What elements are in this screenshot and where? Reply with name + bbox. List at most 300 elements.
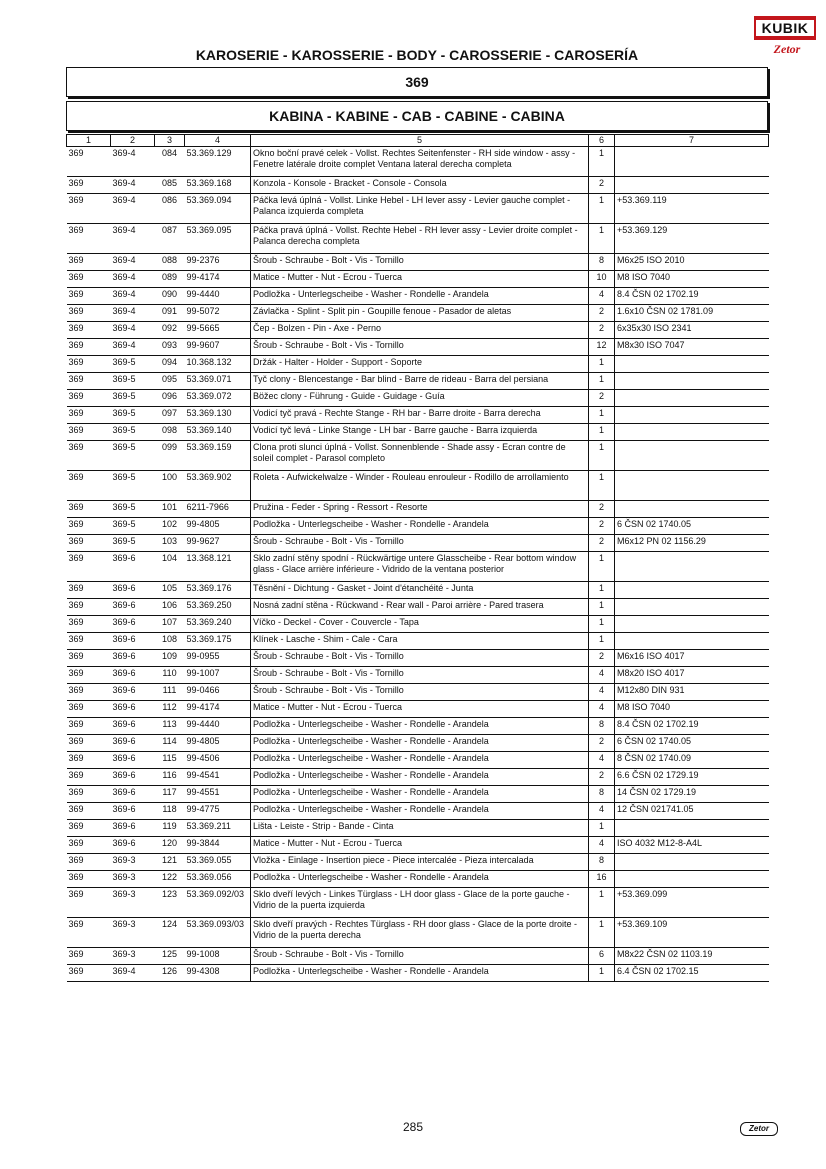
cell-c4: 99-9627 bbox=[185, 535, 251, 552]
cell-c7: M8 ISO 7040 bbox=[615, 701, 769, 718]
cell-c7: M8 ISO 7040 bbox=[615, 271, 769, 288]
table-row bbox=[67, 322, 769, 339]
cell-c4: 53.369.072 bbox=[185, 390, 251, 407]
cell-c4: 99-5665 bbox=[185, 322, 251, 339]
cell-c3: 099 bbox=[155, 441, 185, 471]
table-row bbox=[67, 535, 769, 552]
cell-c2: 369-6 bbox=[111, 684, 155, 701]
cell-c5: Matice - Mutter - Nut - Ecrou - Tuerca bbox=[251, 837, 589, 854]
table-row bbox=[67, 667, 769, 684]
cell-c3: 111 bbox=[155, 684, 185, 701]
cell-c7: M8x30 ISO 7047 bbox=[615, 339, 769, 356]
cell-c5: Tyč clony - Blencestange - Bar blind - Barre de rideau - Barra del persiana bbox=[251, 373, 589, 390]
cell-c6: 1 bbox=[589, 616, 615, 633]
cell-c7: M6x16 ISO 4017 bbox=[615, 650, 769, 667]
cell-c4: 53.369.176 bbox=[185, 582, 251, 599]
table-row bbox=[67, 803, 769, 820]
table-row bbox=[67, 837, 769, 854]
cell-c5: Podložka - Unterlegscheibe - Washer - Rondelle - Arandela bbox=[251, 769, 589, 786]
cell-c5: Šroub - Schraube - Bolt - Vis - Tornillo bbox=[251, 650, 589, 667]
cell-c5: Podložka - Unterlegscheibe - Washer - Rondelle - Arandela bbox=[251, 786, 589, 803]
cell-c4: 99-1007 bbox=[185, 667, 251, 684]
column-header: 5 bbox=[251, 135, 589, 147]
table-row bbox=[67, 633, 769, 650]
cell-c6: 8 bbox=[589, 854, 615, 871]
cell-c3: 122 bbox=[155, 871, 185, 888]
cell-c7: M12x80 DIN 931 bbox=[615, 684, 769, 701]
column-header: 2 bbox=[111, 135, 155, 147]
cell-c7 bbox=[615, 871, 769, 888]
cell-c1: 369 bbox=[67, 854, 111, 871]
cell-c5: Nosná zadní stěna - Rückwand - Rear wall - Paroi arrière - Pared trasera bbox=[251, 599, 589, 616]
cell-c6: 8 bbox=[589, 786, 615, 803]
cell-c6: 12 bbox=[589, 339, 615, 356]
table-row bbox=[67, 271, 769, 288]
cell-c3: 088 bbox=[155, 254, 185, 271]
cell-c2: 369-5 bbox=[111, 501, 155, 518]
cell-c6: 16 bbox=[589, 871, 615, 888]
table-row bbox=[67, 718, 769, 735]
cell-c3: 110 bbox=[155, 667, 185, 684]
cell-c5: Těsnění - Dichtung - Gasket - Joint d'étanchéité - Junta bbox=[251, 582, 589, 599]
cell-c3: 106 bbox=[155, 599, 185, 616]
cell-c5: Konzola - Konsole - Bracket - Console - Consola bbox=[251, 177, 589, 194]
cell-c4: 53.369.056 bbox=[185, 871, 251, 888]
cell-c3: 108 bbox=[155, 633, 185, 650]
table-row bbox=[67, 147, 769, 177]
cell-c4: 99-4440 bbox=[185, 718, 251, 735]
cell-c1: 369 bbox=[67, 918, 111, 948]
cell-c1: 369 bbox=[67, 194, 111, 224]
cell-c7 bbox=[615, 854, 769, 871]
cell-c1: 369 bbox=[67, 424, 111, 441]
table-row bbox=[67, 769, 769, 786]
cell-c3: 089 bbox=[155, 271, 185, 288]
cell-c1: 369 bbox=[67, 288, 111, 305]
cell-c6: 2 bbox=[589, 305, 615, 322]
cell-c4: 53.369.092/03 bbox=[185, 888, 251, 918]
table-row bbox=[67, 650, 769, 667]
subsection-title: KABINA - KABINE - CAB - CABINE - CABINA bbox=[66, 101, 768, 131]
cell-c6: 2 bbox=[589, 501, 615, 518]
cell-c1: 369 bbox=[67, 769, 111, 786]
cell-c5: Okno boční pravé celek - Vollst. Rechtes Seitenfenster - RH side window - assy - Fenetre latérale droite complet Ventana lateral derecha completa bbox=[251, 147, 589, 177]
cell-c6: 1 bbox=[589, 633, 615, 650]
table-row bbox=[67, 254, 769, 271]
cell-c6: 2 bbox=[589, 518, 615, 535]
cell-c5: Podložka - Unterlegscheibe - Washer - Rondelle - Arandela bbox=[251, 871, 589, 888]
cell-c4: 99-4805 bbox=[185, 518, 251, 535]
cell-c3: 096 bbox=[155, 390, 185, 407]
table-row bbox=[67, 854, 769, 871]
cell-c6: 1 bbox=[589, 147, 615, 177]
column-header: 3 bbox=[155, 135, 185, 147]
cell-c6: 1 bbox=[589, 194, 615, 224]
cell-c3: 114 bbox=[155, 735, 185, 752]
cell-c5: Vodicí tyč levá - Linke Stange - LH bar - Barre gauche - Barra izquierda bbox=[251, 424, 589, 441]
cell-c6: 1 bbox=[589, 424, 615, 441]
table-row bbox=[67, 471, 769, 501]
cell-c2: 369-6 bbox=[111, 616, 155, 633]
cell-c1: 369 bbox=[67, 803, 111, 820]
cell-c6: 4 bbox=[589, 667, 615, 684]
cell-c4: 53.369.140 bbox=[185, 424, 251, 441]
cell-c5: Pružina - Feder - Spring - Ressort - Resorte bbox=[251, 501, 589, 518]
cell-c6: 2 bbox=[589, 769, 615, 786]
cell-c1: 369 bbox=[67, 948, 111, 965]
column-header: 6 bbox=[589, 135, 615, 147]
cell-c2: 369-5 bbox=[111, 518, 155, 535]
cell-c3: 109 bbox=[155, 650, 185, 667]
cell-c6: 1 bbox=[589, 471, 615, 501]
cell-c3: 121 bbox=[155, 854, 185, 871]
table-row bbox=[67, 224, 769, 254]
cell-c2: 369-3 bbox=[111, 948, 155, 965]
cell-c7: 8 ČSN 02 1740.09 bbox=[615, 752, 769, 769]
cell-c5: Roleta - Aufwickelwalze - Winder - Rouleau enrouleur - Rodillo de arrollamiento bbox=[251, 471, 589, 501]
cell-c6: 2 bbox=[589, 735, 615, 752]
cell-c1: 369 bbox=[67, 965, 111, 982]
cell-c4: 53.369.129 bbox=[185, 147, 251, 177]
table-row bbox=[67, 288, 769, 305]
cell-c7 bbox=[615, 147, 769, 177]
cell-c2: 369-4 bbox=[111, 339, 155, 356]
cell-c4: 99-4775 bbox=[185, 803, 251, 820]
cell-c6: 1 bbox=[589, 599, 615, 616]
cell-c3: 104 bbox=[155, 552, 185, 582]
cell-c4: 99-9607 bbox=[185, 339, 251, 356]
cell-c6: 2 bbox=[589, 390, 615, 407]
cell-c3: 118 bbox=[155, 803, 185, 820]
cell-c6: 8 bbox=[589, 718, 615, 735]
cell-c7 bbox=[615, 582, 769, 599]
cell-c2: 369-4 bbox=[111, 965, 155, 982]
table-row bbox=[67, 820, 769, 837]
cell-c1: 369 bbox=[67, 501, 111, 518]
table-row bbox=[67, 684, 769, 701]
cell-c7 bbox=[615, 390, 769, 407]
cell-c4: 99-2376 bbox=[185, 254, 251, 271]
kubik-logo bbox=[754, 16, 816, 40]
cell-c7: M6x12 PN 02 1156.29 bbox=[615, 535, 769, 552]
cell-c5: Šroub - Schraube - Bolt - Vis - Tornillo bbox=[251, 254, 589, 271]
cell-c3: 092 bbox=[155, 322, 185, 339]
table-row bbox=[67, 871, 769, 888]
cell-c2: 369-4 bbox=[111, 322, 155, 339]
cell-c6: 4 bbox=[589, 752, 615, 769]
table-row bbox=[67, 965, 769, 982]
cell-c2: 369-5 bbox=[111, 407, 155, 424]
cell-c3: 086 bbox=[155, 194, 185, 224]
cell-c6: 6 bbox=[589, 948, 615, 965]
cell-c6: 4 bbox=[589, 288, 615, 305]
cell-c2: 369-6 bbox=[111, 803, 155, 820]
cell-c6: 2 bbox=[589, 535, 615, 552]
cell-c1: 369 bbox=[67, 752, 111, 769]
cell-c2: 369-5 bbox=[111, 441, 155, 471]
cell-c3: 095 bbox=[155, 373, 185, 390]
cell-c2: 369-6 bbox=[111, 552, 155, 582]
cell-c3: 126 bbox=[155, 965, 185, 982]
cell-c6: 2 bbox=[589, 177, 615, 194]
cell-c5: Závlačka - Splint - Split pin - Goupille fenoue - Pasador de aletas bbox=[251, 305, 589, 322]
cell-c2: 369-4 bbox=[111, 177, 155, 194]
cell-c4: 53.369.168 bbox=[185, 177, 251, 194]
table-row bbox=[67, 373, 769, 390]
cell-c3: 091 bbox=[155, 305, 185, 322]
cell-c2: 369-6 bbox=[111, 599, 155, 616]
cell-c3: 123 bbox=[155, 888, 185, 918]
cell-c6: 10 bbox=[589, 271, 615, 288]
cell-c6: 2 bbox=[589, 322, 615, 339]
page-number: 285 bbox=[402, 1120, 424, 1134]
cell-c5: Clona proti slunci úplná - Vollst. Sonnenblende - Shade assy - Ecran contre de soleil complet - Parasol completo bbox=[251, 441, 589, 471]
cell-c3: 120 bbox=[155, 837, 185, 854]
cell-c7: 14 ČSN 02 1729.19 bbox=[615, 786, 769, 803]
table-row bbox=[67, 918, 769, 948]
table-row bbox=[67, 407, 769, 424]
cell-c7: 1.6x10 ČSN 02 1781.09 bbox=[615, 305, 769, 322]
cell-c3: 107 bbox=[155, 616, 185, 633]
cell-c4: 99-0955 bbox=[185, 650, 251, 667]
cell-c4: 6211-7966 bbox=[185, 501, 251, 518]
cell-c7 bbox=[615, 441, 769, 471]
cell-c3: 113 bbox=[155, 718, 185, 735]
cell-c4: 99-5072 bbox=[185, 305, 251, 322]
cell-c7: 6x35x30 ISO 2341 bbox=[615, 322, 769, 339]
column-header: 1 bbox=[67, 135, 111, 147]
cell-c3: 102 bbox=[155, 518, 185, 535]
table-row bbox=[67, 948, 769, 965]
cell-c6: 1 bbox=[589, 552, 615, 582]
cell-c1: 369 bbox=[67, 177, 111, 194]
column-header: 7 bbox=[615, 135, 769, 147]
cell-c2: 369-4 bbox=[111, 254, 155, 271]
cell-c4: 53.369.130 bbox=[185, 407, 251, 424]
cell-c7 bbox=[615, 177, 769, 194]
table-row bbox=[67, 701, 769, 718]
table-row bbox=[67, 390, 769, 407]
cell-c5: Sklo dveří pravých - Rechtes Türglass - RH door glass - Glace de la porte droite - Vidrio de la puerta derecha bbox=[251, 918, 589, 948]
cell-c5: Böžec clony - Führung - Guide - Guidage - Guía bbox=[251, 390, 589, 407]
cell-c1: 369 bbox=[67, 735, 111, 752]
cell-c3: 093 bbox=[155, 339, 185, 356]
cell-c2: 369-6 bbox=[111, 582, 155, 599]
cell-c2: 369-6 bbox=[111, 752, 155, 769]
cell-c1: 369 bbox=[67, 373, 111, 390]
cell-c2: 369-4 bbox=[111, 147, 155, 177]
table-row bbox=[67, 339, 769, 356]
page-title: KAROSERIE - KAROSSERIE - BODY - CAROSSERIE - CAROSERÍA bbox=[195, 47, 639, 63]
cell-c5: Vodicí tyč pravá - Rechte Stange - RH bar - Barre droite - Barra derecha bbox=[251, 407, 589, 424]
cell-c6: 1 bbox=[589, 918, 615, 948]
cell-c1: 369 bbox=[67, 254, 111, 271]
table-row bbox=[67, 356, 769, 373]
cell-c1: 369 bbox=[67, 224, 111, 254]
cell-c5: Čep - Bolzen - Pin - Axe - Perno bbox=[251, 322, 589, 339]
cell-c7 bbox=[615, 616, 769, 633]
cell-c7 bbox=[615, 633, 769, 650]
cell-c2: 369-6 bbox=[111, 820, 155, 837]
cell-c3: 094 bbox=[155, 356, 185, 373]
cell-c4: 99-4174 bbox=[185, 701, 251, 718]
cell-c3: 124 bbox=[155, 918, 185, 948]
cell-c1: 369 bbox=[67, 871, 111, 888]
cell-c1: 369 bbox=[67, 701, 111, 718]
table-row bbox=[67, 194, 769, 224]
cell-c2: 369-6 bbox=[111, 718, 155, 735]
cell-c4: 53.369.240 bbox=[185, 616, 251, 633]
cell-c4: 99-0466 bbox=[185, 684, 251, 701]
cell-c2: 369-5 bbox=[111, 424, 155, 441]
cell-c4: 99-4506 bbox=[185, 752, 251, 769]
cell-c7: 6.6 ČSN 02 1729.19 bbox=[615, 769, 769, 786]
cell-c1: 369 bbox=[67, 684, 111, 701]
cell-c6: 1 bbox=[589, 407, 615, 424]
cell-c2: 369-4 bbox=[111, 305, 155, 322]
cell-c5: Lišta - Leiste - Strip - Bande - Cinta bbox=[251, 820, 589, 837]
cell-c1: 369 bbox=[67, 339, 111, 356]
cell-c1: 369 bbox=[67, 786, 111, 803]
cell-c2: 369-6 bbox=[111, 786, 155, 803]
cell-c1: 369 bbox=[67, 518, 111, 535]
cell-c3: 097 bbox=[155, 407, 185, 424]
cell-c6: 1 bbox=[589, 224, 615, 254]
table-row bbox=[67, 616, 769, 633]
cell-c7 bbox=[615, 407, 769, 424]
cell-c4: 10.368.132 bbox=[185, 356, 251, 373]
cell-c6: 1 bbox=[589, 373, 615, 390]
cell-c2: 369-4 bbox=[111, 271, 155, 288]
cell-c1: 369 bbox=[67, 718, 111, 735]
cell-c5: Podložka - Unterlegscheibe - Washer - Rondelle - Arandela bbox=[251, 803, 589, 820]
cell-c4: 99-4174 bbox=[185, 271, 251, 288]
cell-c4: 99-3844 bbox=[185, 837, 251, 854]
cell-c7: 6.4 ČSN 02 1702.15 bbox=[615, 965, 769, 982]
cell-c7 bbox=[615, 356, 769, 373]
cell-c5: Držák - Halter - Holder - Support - Soporte bbox=[251, 356, 589, 373]
cell-c6: 1 bbox=[589, 888, 615, 918]
cell-c4: 99-4541 bbox=[185, 769, 251, 786]
cell-c2: 369-5 bbox=[111, 535, 155, 552]
table-row bbox=[67, 888, 769, 918]
zetor-logo: Zetor bbox=[773, 42, 801, 56]
table-row bbox=[67, 501, 769, 518]
cell-c1: 369 bbox=[67, 837, 111, 854]
cell-c4: 99-4551 bbox=[185, 786, 251, 803]
cell-c1: 369 bbox=[67, 599, 111, 616]
cell-c3: 098 bbox=[155, 424, 185, 441]
cell-c1: 369 bbox=[67, 322, 111, 339]
table-row bbox=[67, 599, 769, 616]
cell-c2: 369-6 bbox=[111, 769, 155, 786]
cell-c4: 99-4805 bbox=[185, 735, 251, 752]
column-header: 4 bbox=[185, 135, 251, 147]
cell-c7: M8x22 ČSN 02 1103.19 bbox=[615, 948, 769, 965]
cell-c1: 369 bbox=[67, 471, 111, 501]
cell-c3: 100 bbox=[155, 471, 185, 501]
cell-c5: Klínek - Lasche - Shim - Cale - Cara bbox=[251, 633, 589, 650]
cell-c4: 53.369.095 bbox=[185, 224, 251, 254]
cell-c5: Podložka - Unterlegscheibe - Washer - Rondelle - Arandela bbox=[251, 288, 589, 305]
cell-c6: 4 bbox=[589, 684, 615, 701]
cell-c2: 369-5 bbox=[111, 356, 155, 373]
cell-c3: 117 bbox=[155, 786, 185, 803]
cell-c4: 99-4440 bbox=[185, 288, 251, 305]
cell-c1: 369 bbox=[67, 356, 111, 373]
cell-c4: 53.369.093/03 bbox=[185, 918, 251, 948]
table-row bbox=[67, 177, 769, 194]
cell-c2: 369-6 bbox=[111, 633, 155, 650]
cell-c1: 369 bbox=[67, 147, 111, 177]
cell-c4: 99-4308 bbox=[185, 965, 251, 982]
cell-c5: Sklo zadní stěny spodní - Rückwärtige untere Glasscheibe - Rear bottom window glass - Glace arrière inférieure - Vidrido de la ventana posterior bbox=[251, 552, 589, 582]
cell-c7 bbox=[615, 820, 769, 837]
cell-c2: 369-4 bbox=[111, 288, 155, 305]
cell-c4: 53.369.175 bbox=[185, 633, 251, 650]
cell-c7 bbox=[615, 373, 769, 390]
cell-c7: +53.369.119 bbox=[615, 194, 769, 224]
cell-c2: 369-3 bbox=[111, 871, 155, 888]
table-row bbox=[67, 735, 769, 752]
cell-c6: 4 bbox=[589, 803, 615, 820]
cell-c4: 13.368.121 bbox=[185, 552, 251, 582]
cell-c5: Sklo dveří levých - Linkes Türglass - LH door glass - Glace de la porte gauche - Vidrio de la puerta izquierda bbox=[251, 888, 589, 918]
cell-c2: 369-6 bbox=[111, 650, 155, 667]
cell-c5: Šroub - Schraube - Bolt - Vis - Tornillo bbox=[251, 684, 589, 701]
cell-c4: 53.369.902 bbox=[185, 471, 251, 501]
cell-c6: 1 bbox=[589, 582, 615, 599]
cell-c1: 369 bbox=[67, 650, 111, 667]
footer-zetor-logo: Zetor bbox=[740, 1122, 778, 1136]
cell-c3: 090 bbox=[155, 288, 185, 305]
kubik-logo-text: KUBIK bbox=[756, 20, 814, 36]
cell-c6: 1 bbox=[589, 441, 615, 471]
cell-c1: 369 bbox=[67, 616, 111, 633]
cell-c2: 369-6 bbox=[111, 735, 155, 752]
cell-c1: 369 bbox=[67, 535, 111, 552]
cell-c4: 53.369.250 bbox=[185, 599, 251, 616]
cell-c5: Vložka - Einlage - Insertion piece - Piece intercalée - Pieza intercalada bbox=[251, 854, 589, 871]
cell-c2: 369-4 bbox=[111, 194, 155, 224]
cell-c1: 369 bbox=[67, 552, 111, 582]
cell-c2: 369-3 bbox=[111, 854, 155, 871]
cell-c7 bbox=[615, 501, 769, 518]
cell-c7: 8.4 ČSN 02 1702.19 bbox=[615, 288, 769, 305]
cell-c4: 53.369.159 bbox=[185, 441, 251, 471]
cell-c6: 4 bbox=[589, 837, 615, 854]
cell-c3: 116 bbox=[155, 769, 185, 786]
cell-c3: 103 bbox=[155, 535, 185, 552]
cell-c1: 369 bbox=[67, 305, 111, 322]
table-row bbox=[67, 786, 769, 803]
cell-c3: 125 bbox=[155, 948, 185, 965]
cell-c6: 2 bbox=[589, 650, 615, 667]
cell-c5: Šroub - Schraube - Bolt - Vis - Tornillo bbox=[251, 948, 589, 965]
cell-c4: 53.369.211 bbox=[185, 820, 251, 837]
table-row bbox=[67, 305, 769, 322]
cell-c7: 12 ČSN 021741.05 bbox=[615, 803, 769, 820]
cell-c4: 53.369.094 bbox=[185, 194, 251, 224]
cell-c2: 369-5 bbox=[111, 471, 155, 501]
cell-c6: 1 bbox=[589, 356, 615, 373]
cell-c7: +53.369.099 bbox=[615, 888, 769, 918]
cell-c5: Podložka - Unterlegscheibe - Washer - Rondelle - Arandela bbox=[251, 518, 589, 535]
cell-c5: Matice - Mutter - Nut - Ecrou - Tuerca bbox=[251, 701, 589, 718]
cell-c7 bbox=[615, 424, 769, 441]
cell-c1: 369 bbox=[67, 633, 111, 650]
cell-c5: Podložka - Unterlegscheibe - Washer - Rondelle - Arandela bbox=[251, 752, 589, 769]
